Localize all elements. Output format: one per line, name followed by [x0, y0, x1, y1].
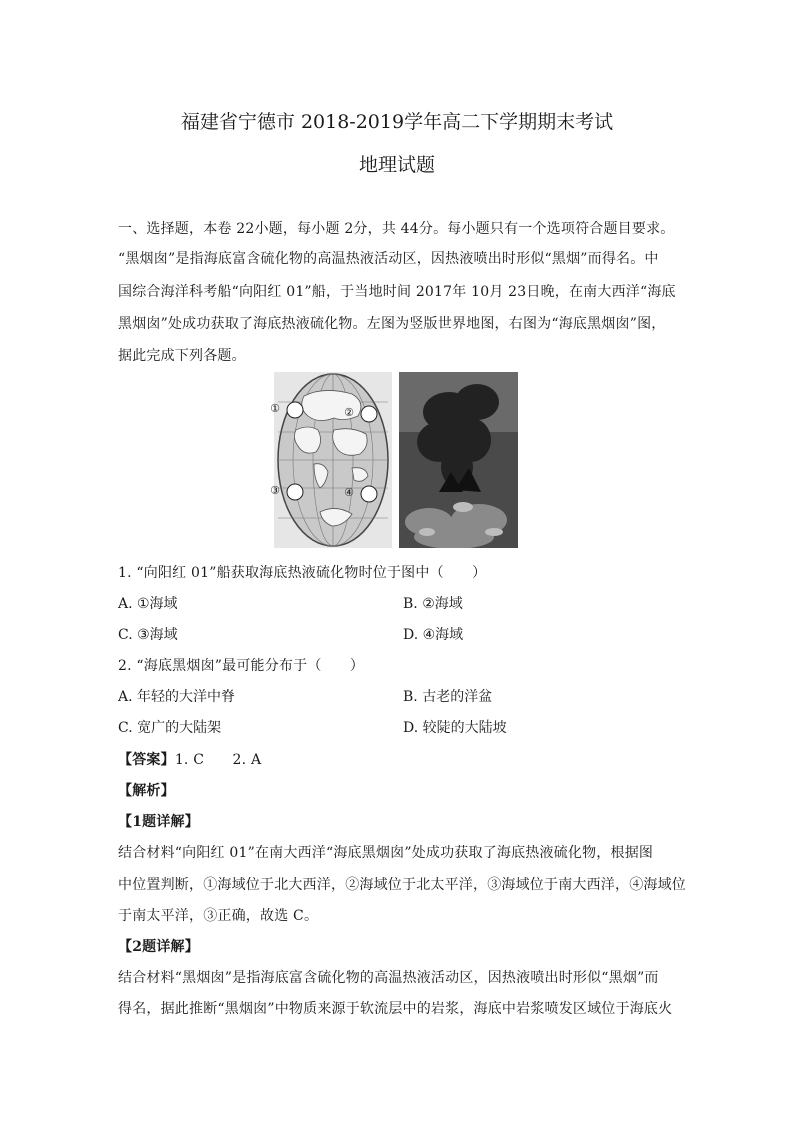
q1-analysis-line: 中位置判断，①海域位于北大西洋，②海域位于北太平洋，③海域位于南大西洋，④海域位 [118, 877, 686, 893]
q1-option-b: B. ②海域 [403, 596, 463, 612]
question-2-stem: 2. “海底黑烟囱”最可能分布于（ ） [118, 658, 365, 674]
answer-row [118, 749, 261, 769]
q2-analysis-line: 结合材料“黑烟囱”是指海底富含硫化物的高温热液活动区，因热液喷出时形似“黑烟”而 [118, 970, 659, 986]
map-marker-1: ① [270, 402, 280, 415]
material-line: 黑烟囱”处成功获取了海底热液硫化物。左图为竖版世界地图，右图为“海底黑烟囱”图， [118, 316, 666, 332]
q1-option-c: C. ③海域 [118, 627, 178, 643]
question-1-stem: 1. “向阳红 01”船获取海底热液硫化物时位于图中（ ） [118, 565, 487, 581]
material-line: “黑烟囱”是指海底富含硫化物的高温热液活动区，因热液喷出时形似“黑烟”而得名。中 [118, 251, 659, 267]
black-smoker-figure [399, 372, 518, 548]
map-marker-4: ④ [344, 486, 354, 499]
material-line: 据此完成下列各题。 [118, 348, 246, 364]
q1-analysis-line: 于南太平洋，③正确，故选 C。 [118, 908, 319, 924]
answer-label: 【答案】 [118, 752, 175, 768]
q2-option-d: D. 较陡的大陆坡 [403, 720, 507, 736]
world-map-figure [274, 372, 392, 548]
map-marker-2: ② [344, 406, 354, 419]
map-marker-3: ③ [270, 484, 280, 497]
black-smoker-photo-icon [399, 372, 518, 548]
answer-text: 1. C 2. A [174, 752, 262, 768]
q2-option-a: A. 年轻的大洋中脊 [118, 689, 236, 705]
section-heading: 一、选择题，本卷 22小题，每小题 2分，共 44分。每小题只有一个选项符合题目要求。 [118, 221, 675, 237]
q2-analysis-label: 【2题详解】 [118, 939, 199, 955]
vertical-world-map-icon [274, 372, 392, 548]
q2-option-b: B. 古老的洋盆 [403, 689, 493, 705]
analysis-label: 【解析】 [118, 783, 175, 799]
q1-analysis-label: 【1题详解】 [118, 814, 199, 830]
page-title: 福建省宁德市 2018-2019学年高二下学期期末考试 [180, 111, 614, 133]
q1-analysis-line: 结合材料“向阳红 01”在南大西洋“海底黑烟囱”处成功获取了海底热液硫化物，根据图 [118, 845, 654, 861]
q2-analysis-line: 得名，据此推断“黑烟囱”中物质来源于软流层中的岩浆，海底中岩浆喷发区域位于海底火 [118, 1001, 673, 1017]
material-line: 国综合海洋科考船“向阳红 01”船，于当地时间 2017年 10月 23日晚，在南大西洋“海底 [118, 284, 676, 300]
q2-option-c: C. 宽广的大陆架 [118, 720, 222, 736]
page-subtitle: 地理试题 [358, 154, 435, 176]
q1-option-d: D. ④海域 [403, 627, 464, 643]
q1-option-a: A. ①海域 [118, 596, 178, 612]
